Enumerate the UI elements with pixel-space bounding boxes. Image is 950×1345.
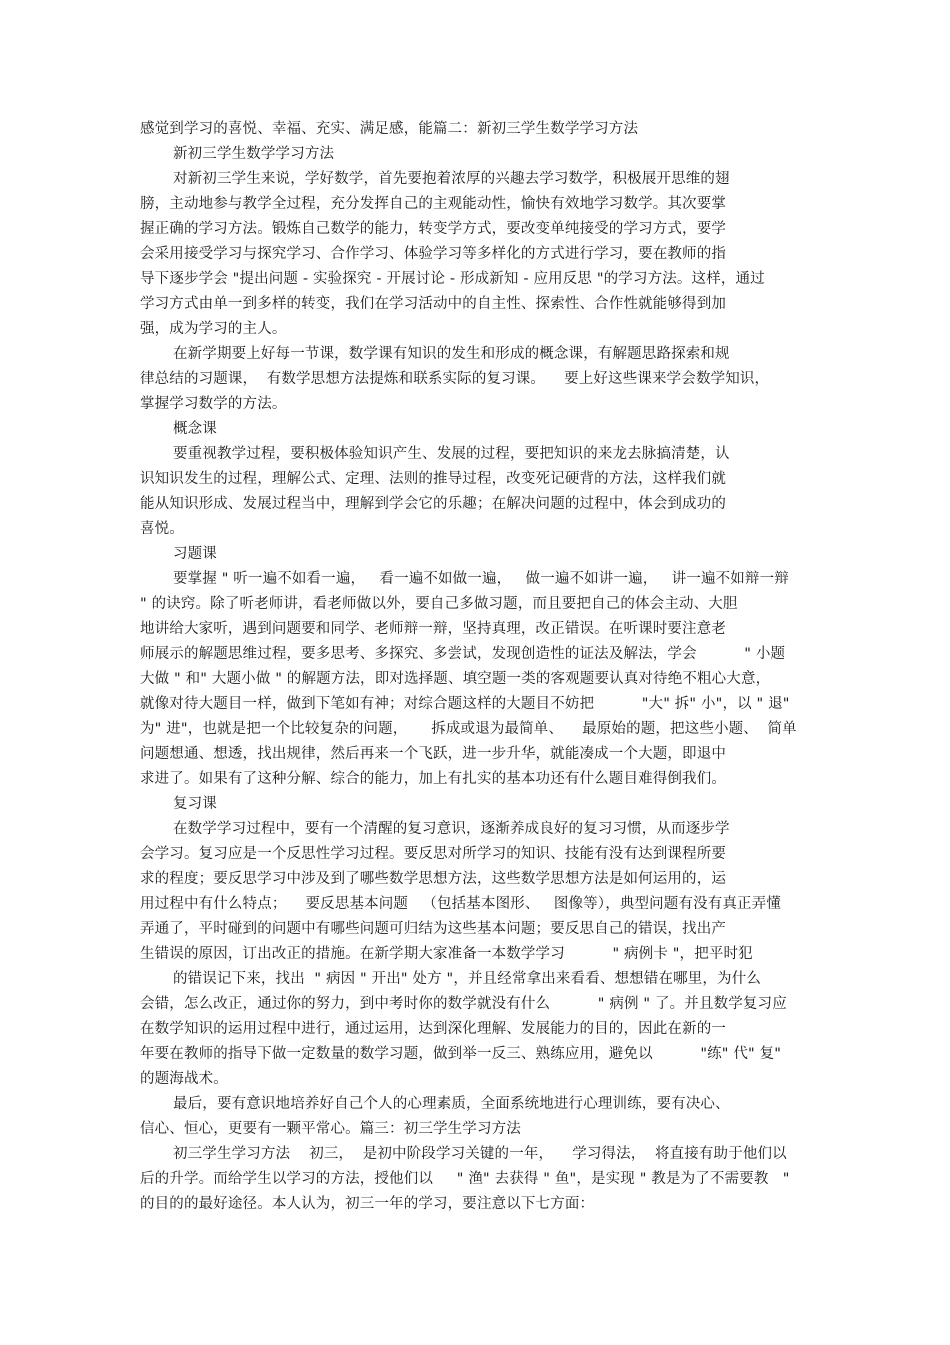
text-line: 喜悦。 [140, 521, 184, 537]
text-line: 识知识发生的过程，理解公式、定理、法则的推导过程，改变死记硬背的方法，这样我们就 [140, 471, 726, 487]
text-line: 对新初三学生来说，学好数学，首先要抱着浓厚的兴趣去学习数学，积极展开思维的翅 [173, 171, 730, 187]
text-line: 为" 进"，也就是把一个比较复杂的问题， 拆成或退为最简单、 最原始的题，把这些小题、 简单 [140, 721, 797, 737]
text-line: 膀，主动地参与教学全过程，充分发挥自己的主观能动性，愉快有效地学习数学。其次要掌 [140, 196, 726, 212]
text-line: 律总结的习题课， 有数学思想方法提炼和联系实际的复习课。 要上好这些课来学会数学知识， [140, 371, 770, 387]
text-line: 生错误的原因，订出改正的措施。在新学期大家准备一本数学学习 " 病例卡 "，把平时犯 [140, 946, 753, 962]
section-heading: 复习课 [173, 796, 217, 812]
section-heading: 习题课 [173, 546, 217, 562]
text-line: 初三学生学习方法 初三， 是初中阶段学习关键的一年， 学习得法， 将直接有助于他们以 [173, 1146, 787, 1162]
text-line: 导下逐步学会 "提出问题 - 实验探究 - 开展讨论 - 形成新知 - 应用反思 "的学习方法。这样，通过 [140, 271, 765, 287]
text-line: 的目的的最好途径。本人认为，初三一年的学习，要注意以下七方面： [140, 1196, 595, 1212]
text-line: 握正确的学习方法。锻炼自己数学的能力，转变学方式，要改变单纯接受的学习方式，要学 [140, 221, 726, 237]
text-line: 年要在教师的指导下做一定数量的数学习题，做到举一反三、熟练应用，避免以 "练" 代" 复" [140, 1046, 782, 1062]
text-line: 要掌握 " 听一遍不如看一遍， 看一遍不如做一遍， 做一遍不如讲一遍， 讲一遍不如辩一辩 [173, 571, 789, 587]
text-line: 能从知识形成、发展过程当中，理解到学会它的乐趣；在解决问题的过程中，体会到成功的 [140, 496, 726, 512]
text-line: 地讲给大家听，遇到问题要和同学、老师辩一辩，坚持真理，改正错误。在听课时要注意老 [140, 621, 726, 637]
text-line: 会错，怎么改正，通过你的努力，到中考时你的数学就没有什么 " 病例 " 了。并且数学复习应 [140, 996, 787, 1012]
text-line: 最后，要有意识地培养好自己个人的心理素质，全面系统地进行心理训练，要有决心、 [173, 1096, 730, 1112]
text-line: 问题想通、想透，找出规律，然后再来一个飞跃，进一步升华，就能凑成一个大题，即退中 [140, 746, 726, 762]
text-line: 掌握学习数学的方法。 [140, 396, 287, 412]
text-line: 的题海战术。 [140, 1071, 228, 1087]
text-line: 大做 " 和" 大题小做 " 的解题方法，即对选择题、填空题一类的客观题要认真对待绝不粗心大意， [140, 671, 771, 687]
text-line: 弄通了，平时碰到的问题中有哪些问题可归结为这些基本问题；要反思自己的错误，找出产 [140, 921, 726, 937]
text-line: 会采用接受学习与探究学习、合作学习、体验学习等多样化的方式进行学习，要在教师的指 [140, 246, 726, 262]
text-line: 求进了。如果有了这种分解、综合的能力，加上有扎实的基本功还有什么题目难得倒我们。 [140, 771, 726, 787]
text-line: " 的诀窍。除了听老师讲，看老师做以外，要自己多做习题，而且要把自己的体会主动、大胆 [140, 596, 738, 612]
text-line: 在新学期要上好每一节课，数学课有知识的发生和形成的概念课，有解题思路探索和规 [173, 346, 730, 362]
text-line: 就像对待大题目一样，做到下笔如有神；对综合题这样的大题目不妨把 "大" 拆" 小"，以 " 退" [140, 696, 790, 712]
text-line: 强，成为学习的主人。 [140, 321, 287, 337]
text-line: 信心、恒心，更要有一颗平常心。篇三：初三学生学习方法 [140, 1121, 521, 1137]
text-line: 后的升学。而给学生以学习的方法，授他们以 " 渔" 去获得 " 鱼"，是实现 " 教是为了不需要教 " [140, 1171, 790, 1187]
text-line: 师展示的解题思维过程，要多思考、多探究、多尝试，发现创造性的证法及解法，学会 " 小题 [140, 646, 786, 662]
text-line: 会学习。复习应是一个反思性学习过程。要反思对所学习的知识、技能有没有达到课程所要 [140, 846, 726, 862]
text-line: 要重视教学过程，要积极体验知识产生、发展的过程，要把知识的来龙去脉搞清楚，认 [173, 446, 730, 462]
text-line: 在数学学习过程中，要有一个清醒的复习意识，逐渐养成良好的复习习惯，从而逐步学 [173, 821, 730, 837]
text-line: 的错误记下来，找出 " 病因 " 开出" 处方 "，并且经常拿出来看看、想想错在哪里，为什么 [173, 971, 761, 987]
section-heading: 概念课 [173, 421, 217, 437]
text-line: 求的程度；要反思学习中涉及到了哪些数学思想方法，这些数学思想方法是如何运用的，运 [140, 871, 726, 887]
text-line: 用过程中有什么特点； 要反思基本问题 （包括基本图形、 图像等），典型问题有没有真正弄懂 [140, 896, 781, 912]
text-line: 学习方式由单一到多样的转变，我们在学习活动中的自主性、探索性、合作性就能够得到加 [140, 296, 726, 312]
text-line: 在数学知识的运用过程中进行，通过运用，达到深化理解、发展能力的目的，因此在新的一 [140, 1021, 726, 1037]
section-heading: 新初三学生数学学习方法 [173, 146, 335, 162]
text-line: 感觉到学习的喜悦、幸福、充实、满足感，能篇二：新初三学生数学学习方法 [140, 121, 639, 137]
